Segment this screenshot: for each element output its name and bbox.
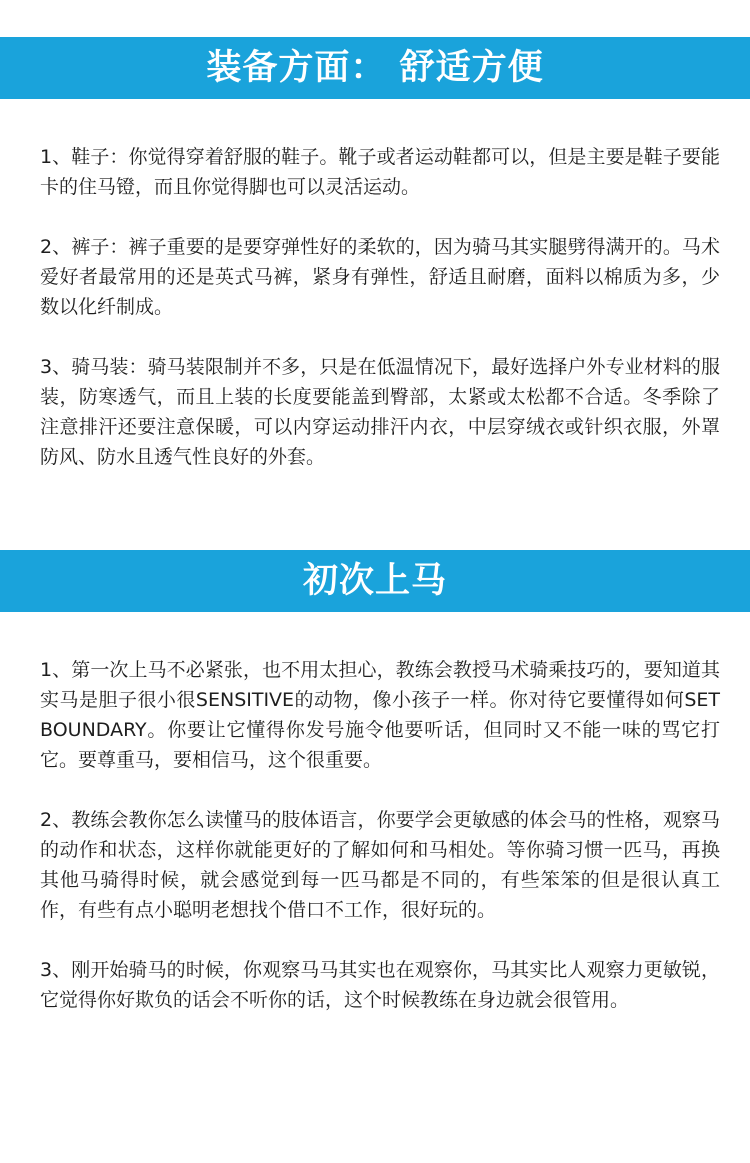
- paragraph-pants: 2、裤子：裤子重要的是要穿弹性好的柔软的，因为骑马其实腿劈得满开的。马术爱好者最常用的还是英式马裤，紧身有弹性，舒适且耐磨，面料以棉质为多，少数以化纤制成。: [40, 236, 720, 318]
- paragraph-first-ride-1: 1、第一次上马不必紧张，也不用太担心，教练会教授马术骑乘技巧的，要知道其实马是胆子很小很SENSITIVE的动物，像小孩子一样。你对待它要懂得如何SET BOUNDARY。你要让它懂得你发号施令他要听话，但同时又不能一味的骂它打它。要尊重马，要相信马，这个很重要。: [40, 659, 720, 771]
- section-title-equipment: 装备方面： 舒适方便: [0, 37, 750, 99]
- paragraph-riding-clothes: 3、骑马装：骑马装限制并不多，只是在低温情况下，最好选择户外专业材料的服装，防寒透气，而且上装的长度要能盖到臀部，太紧或太松都不合适。冬季除了注意排汗还要注意保暖，可以内穿运动排汗内衣，中层穿绒衣或针织衣服，外罩防风、防水且透气性良好的外套。: [40, 356, 720, 468]
- equipment-section: [40, 142, 720, 502]
- first-ride-section: [40, 655, 720, 1045]
- paragraph-shoes: 1、鞋子：你觉得穿着舒服的鞋子。靴子或者运动鞋都可以，但是主要是鞋子要能卡的住马镫，而且你觉得脚也可以灵活运动。: [40, 146, 720, 198]
- paragraph-first-ride-2: 2、教练会教你怎么读懂马的肢体语言，你要学会更敏感的体会马的性格，观察马的动作和状态，这样你就能更好的了解如何和马相处。等你骑习惯一匹马，再换其他马骑得时候，就会感觉到每一匹马都是不同的，有些笨笨的但是很认真工作，有些有点小聪明老想找个借口不工作，很好玩的。: [40, 809, 720, 921]
- paragraph-first-ride-3: 3、刚开始骑马的时候，你观察马马其实也在观察你，马其实比人观察力更敏锐，它觉得你好欺负的话会不听你的话，这个时候教练在身边就会很管用。: [40, 959, 720, 1011]
- section-title-first-ride: 初次上马: [0, 550, 750, 612]
